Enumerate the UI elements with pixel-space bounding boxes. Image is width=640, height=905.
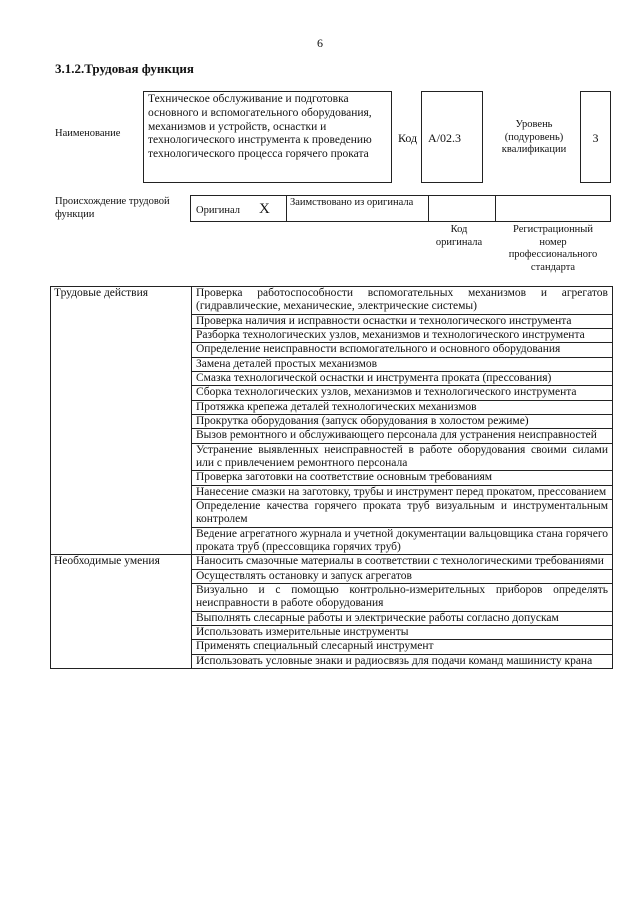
level-label: Уровень (подуровень) квалификации xyxy=(501,119,567,156)
section-item: Проверка наличия и исправности оснастки и технологического инструмента xyxy=(192,314,613,328)
origin-row xyxy=(190,195,611,222)
section-item: Устранение выявленных неисправностей в работе оборудования своими силами или с привлечением ремонтного персонала xyxy=(192,443,613,471)
section-title: 3.1.2.Трудовая функция xyxy=(55,61,194,76)
level-box xyxy=(580,91,611,183)
page-number: 6 xyxy=(317,36,323,50)
section-item: Ведение агрегатного журнала и учетной документации вальцовщика стана горячего проката труб (прессовщика горячих труб) xyxy=(192,527,613,555)
origin-divider-1 xyxy=(286,196,287,221)
code-label: Код xyxy=(398,131,418,145)
section-item: Использовать условные знаки и радиосвязь для подачи команд машинисту крана xyxy=(192,654,613,668)
table-row xyxy=(51,555,613,569)
section-item: Проверка заготовки на соответствие основным требованиям xyxy=(192,471,613,485)
code-value: А/02.3 xyxy=(428,131,461,145)
level-value: 3 xyxy=(592,131,599,145)
section-item: Наносить смазочные материалы в соответствии с технологическими требованиями xyxy=(192,555,613,569)
section-item: Прокрутка оборудования (запуск оборудования в холостом режиме) xyxy=(192,414,613,428)
table-row xyxy=(51,287,613,315)
section-item: Проверка работоспособности вспомогательных механизмов и агрегатов (гидравлические, механические, электрические системы) xyxy=(192,287,613,315)
functions-table xyxy=(50,286,613,669)
section-item: Определение качества горячего проката труб визуальным и инструментальным контролем xyxy=(192,499,613,527)
section-label: Трудовые действия xyxy=(51,287,192,555)
section-label: Необходимые умения xyxy=(51,555,192,669)
section-item: Нанесение смазки на заготовку, трубы и инструмент перед прокатом, прессованием xyxy=(192,485,613,499)
origin-divider-2 xyxy=(428,196,429,221)
origin-divider-3 xyxy=(495,196,496,221)
section-item: Протяжка крепежа деталей технологических механизмов xyxy=(192,400,613,414)
section-item: Разборка технологических узлов, механизмов и технологического инструмента xyxy=(192,328,613,342)
name-label: Наименование xyxy=(55,128,121,139)
section-item: Замена деталей простых механизмов xyxy=(192,357,613,371)
name-value-box: Техническое обслуживание и подготовка основного и вспомогательного оборудования, механизмов и устройств, оснастки и технологического инструмента к проведению технологического процесса горячего проката xyxy=(143,91,392,183)
section-item: Вызов ремонтного и обслуживающего персонала для устранения неисправностей xyxy=(192,429,613,443)
section-item: Осуществлять остановку и запуск агрегатов xyxy=(192,569,613,583)
origin-label: Происхождение трудовой функции xyxy=(55,196,170,220)
section-item: Сборка технологических узлов, механизмов и технологического инструмента xyxy=(192,386,613,400)
reg-number-label: Регистрационный номер профессионального стандарта xyxy=(508,224,598,273)
section-item: Применять специальный слесарный инструмент xyxy=(192,640,613,654)
borrowed-label: Заимствовано из оригинала xyxy=(290,197,414,208)
original-label: Оригинал xyxy=(196,205,240,216)
section-item: Выполнять слесарные работы и электрические работы согласно допускам xyxy=(192,611,613,625)
code-box xyxy=(421,91,483,183)
original-mark: X xyxy=(259,201,270,217)
code-original-label: Код оригинала xyxy=(435,224,483,248)
section-item: Использовать измерительные инструменты xyxy=(192,625,613,639)
section-item: Определение неисправности вспомогательного и основного оборудования xyxy=(192,343,613,357)
section-item: Смазка технологической оснастки и инструмента проката (прессования) xyxy=(192,371,613,385)
section-item: Визуально и с помощью контрольно-измерительных приборов определять неисправности в работе оборудования xyxy=(192,583,613,611)
